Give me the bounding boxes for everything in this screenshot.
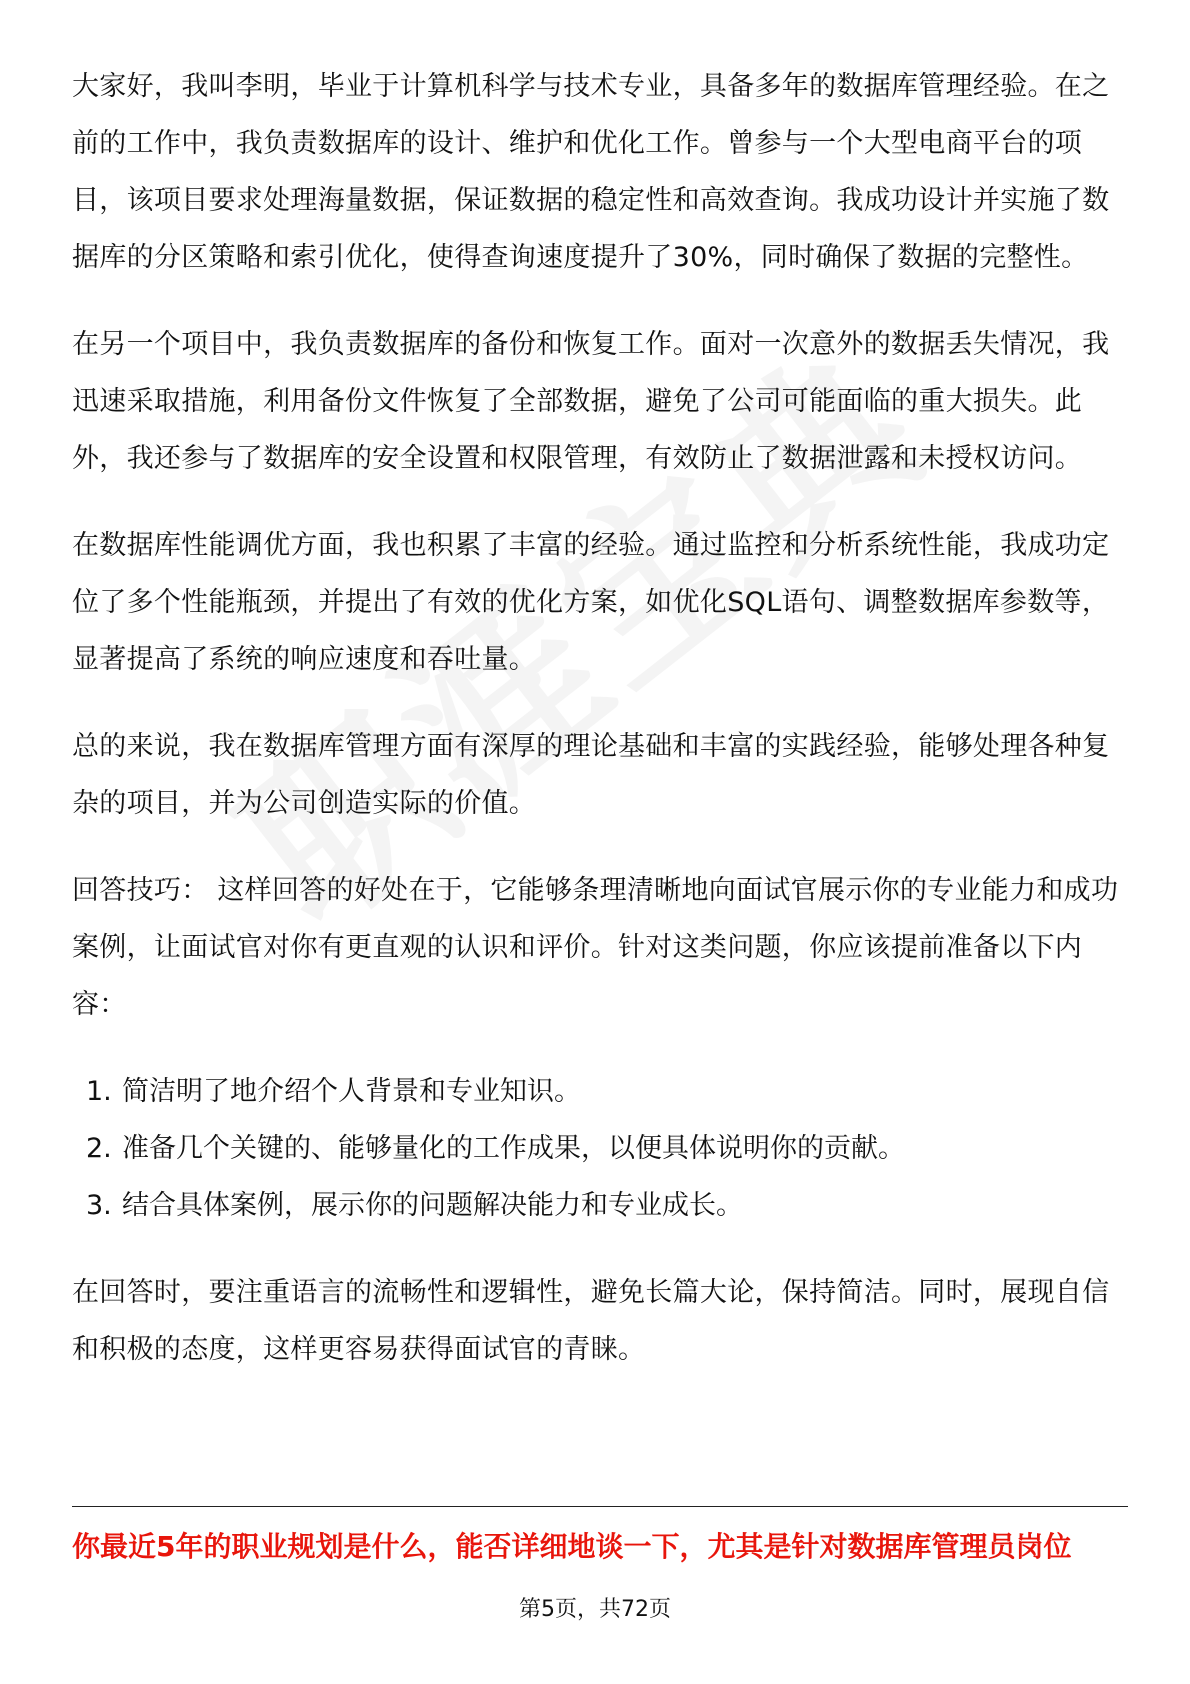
paragraph-closing: 在回答时，要注重语言的流畅性和逻辑性，避免长篇大论，保持简洁。同时，展现自信和积极的态度，这样更容易获得面试官的青睐。 — [72, 1277, 1110, 1365]
list-text: 结合具体案例，展示你的问题解决能力和专业成长。 — [122, 1190, 743, 1221]
list-number: 2. — [86, 1133, 112, 1164]
paragraph-performance-tuning: 在数据库性能调优方面，我也积累了丰富的经验。通过监控和分析系统性能，我成功定位了多个性能瓶颈，并提出了有效的优化方案，如优化SQL语句、调整数据库参数等，显著提高了系统的响应速度和吞吐量。 — [72, 530, 1110, 675]
list-text: 简洁明了地介绍个人背景和专业知识。 — [122, 1076, 581, 1107]
list-item — [72, 1120, 1132, 1177]
paragraph-intro: 大家好，我叫李明，毕业于计算机科学与技术专业，具备多年的数据库管理经验。在之前的工作中，我负责数据库的设计、维护和优化工作。曾参与一个大型电商平台的项目，该项目要求处理海量数据，保证数据的稳定性和高效查询。我成功设计并实施了数据库的分区策略和索引优化，使得查询速度提升了30%，同时确保了数据的完整性。 — [72, 71, 1110, 273]
list-number: 3. — [86, 1190, 112, 1221]
document-body — [72, 58, 1132, 1408]
paragraph-summary: 总的来说，我在数据库管理方面有深厚的理论基础和丰富的实践经验，能够处理各种复杂的项目，并为公司创造实际的价值。 — [72, 731, 1110, 819]
list-item — [72, 1063, 1132, 1120]
list-number: 1. — [86, 1076, 112, 1107]
list-item — [72, 1177, 1132, 1234]
paragraph-answer-tips: 回答技巧： 这样回答的好处在于，它能够条理清晰地向面试官展示你的专业能力和成功案例，让面试官对你有更直观的认识和评价。针对这类问题，你应该提前准备以下内容： — [72, 875, 1119, 1020]
next-question-heading: 你最近5年的职业规划是什么，能否详细地谈一下，尤其是针对数据库管理员岗位 — [72, 1530, 1072, 1563]
list-text: 准备几个关键的、能够量化的工作成果，以便具体说明你的贡献。 — [122, 1133, 905, 1164]
tips-list — [72, 1063, 1132, 1234]
page-number: 第5页，共72页 — [519, 1597, 671, 1622]
paragraph-backup-project: 在另一个项目中，我负责数据库的备份和恢复工作。面对一次意外的数据丢失情况，我迅速采取措施，利用备份文件恢复了全部数据，避免了公司可能面临的重大损失。此外，我还参与了数据库的安全设置和权限管理，有效防止了数据泄露和未授权访问。 — [72, 329, 1110, 474]
section-divider — [72, 1506, 1128, 1507]
